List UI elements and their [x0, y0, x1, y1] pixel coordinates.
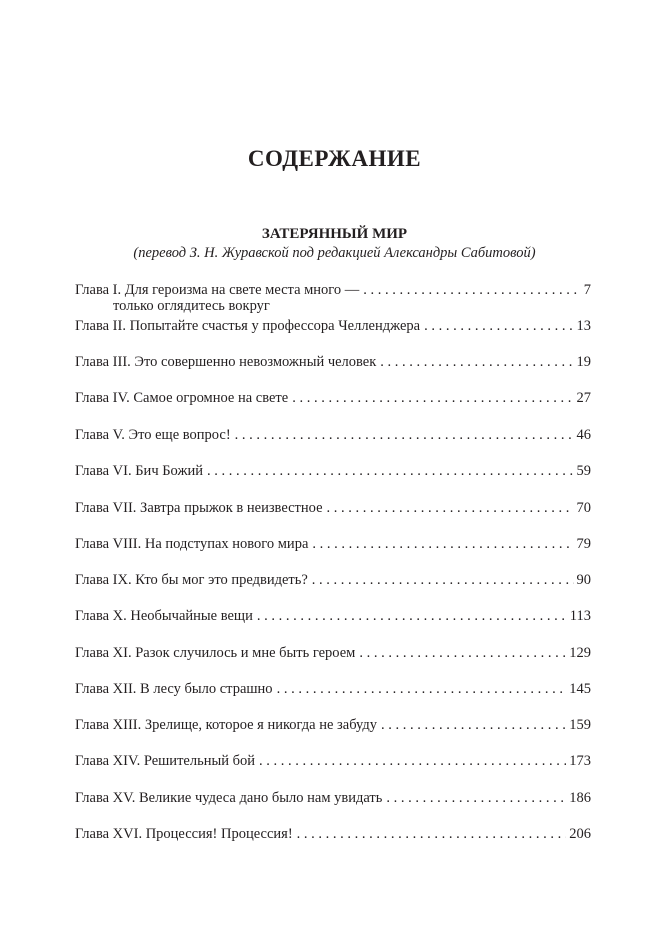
toc-page-number: 173: [569, 753, 591, 769]
toc-entry[interactable]: [75, 753, 591, 770]
toc-page-number: 59: [576, 463, 591, 479]
toc-leader: [257, 608, 567, 625]
toc-entry-label: Глава II. Попытайте счастья у профессора Челленджера: [75, 318, 421, 334]
toc-page-number: 159: [569, 717, 591, 733]
toc-leader: [424, 318, 573, 335]
toc-page-number: 113: [569, 608, 591, 624]
toc-leader: [359, 645, 566, 662]
toc-entry[interactable]: [75, 681, 591, 698]
toc-page-number: 70: [576, 500, 591, 516]
toc-leader: [381, 717, 566, 734]
toc-page-number: 27: [576, 390, 591, 406]
toc-entry[interactable]: [75, 500, 591, 517]
toc-page-number: 46: [576, 427, 591, 443]
toc-leader: [386, 790, 566, 807]
toc-entry[interactable]: [75, 390, 591, 407]
toc-page-number: 145: [569, 681, 591, 697]
toc-leader: [312, 536, 573, 553]
toc-leader: [277, 681, 567, 698]
toc-entry-label: Глава VIII. На подступах нового мира: [75, 536, 309, 552]
toc-page-number: 13: [576, 318, 591, 334]
toc-page-number: 129: [569, 645, 591, 661]
toc-entry[interactable]: [75, 717, 591, 734]
toc-page-number: 7: [583, 282, 591, 298]
toc-entry-label: Глава X. Необычайные вещи: [75, 608, 253, 624]
toc-entry-label: Глава XI. Разок случилось и мне быть героем: [75, 645, 356, 661]
toc-entry-label: Глава XV. Великие чудеса дано было нам увидать: [75, 790, 383, 806]
toc-entry-label: Глава IX. Кто бы мог это предвидеть?: [75, 572, 308, 588]
toc-leader: [380, 354, 573, 371]
toc-leader: [207, 463, 574, 480]
toc-entry-continuation: только оглядитесь вокруг: [113, 298, 270, 314]
toc-leader: [297, 826, 567, 843]
toc-entry[interactable]: [75, 354, 591, 371]
toc-entry-label: Глава XIII. Зрелище, которое я никогда не забуду: [75, 717, 377, 733]
toc-entry[interactable]: [75, 790, 591, 807]
toc-leader: [312, 572, 574, 589]
toc-entry-label: Глава XIV. Решительный бой: [75, 753, 255, 769]
toc-entry-label: Глава I. Для героизма на свете места много —: [75, 282, 360, 298]
toc-leader: [327, 500, 574, 517]
toc-entry-label: Глава VI. Бич Божий: [75, 463, 203, 479]
toc-entry-label: Глава V. Это еще вопрос!: [75, 427, 231, 443]
section-subtitle: (перевод З. Н. Журавской под редакцией Александры Сабитовой): [133, 245, 536, 261]
toc-entry[interactable]: [75, 608, 591, 625]
toc-leader: [292, 390, 573, 407]
toc-page-number: 19: [576, 354, 591, 370]
toc-page-number: 206: [569, 826, 591, 842]
toc-entry-label: Глава IV. Самое огромное на свете: [75, 390, 289, 406]
toc-entry[interactable]: [75, 318, 591, 335]
toc-entry-label: Глава XII. В лесу было страшно: [75, 681, 273, 697]
toc-leader: [259, 753, 566, 770]
toc-entry[interactable]: [75, 463, 591, 480]
toc-entry[interactable]: [75, 282, 591, 314]
toc-entry[interactable]: [75, 536, 591, 553]
toc-leader: [363, 282, 580, 299]
toc-page-number: 186: [569, 790, 591, 806]
toc-leader: [235, 427, 574, 444]
toc-entry-label: Глава VII. Завтра прыжок в неизвестное: [75, 500, 323, 516]
toc-page-number: 90: [576, 572, 591, 588]
toc-entry-label: Глава XVI. Процессия! Процессия!: [75, 826, 293, 842]
toc-entry[interactable]: [75, 645, 591, 662]
toc-entry[interactable]: [75, 427, 591, 444]
toc-page-number: 79: [576, 536, 591, 552]
toc-entry[interactable]: [75, 826, 591, 843]
page-title: СОДЕРЖАНИЕ: [247, 146, 422, 171]
toc-entry[interactable]: [75, 572, 591, 589]
section-title: ЗАТЕРЯННЫЙ МИР: [261, 226, 408, 242]
toc-entry-label: Глава III. Это совершенно невозможный человек: [75, 354, 377, 370]
